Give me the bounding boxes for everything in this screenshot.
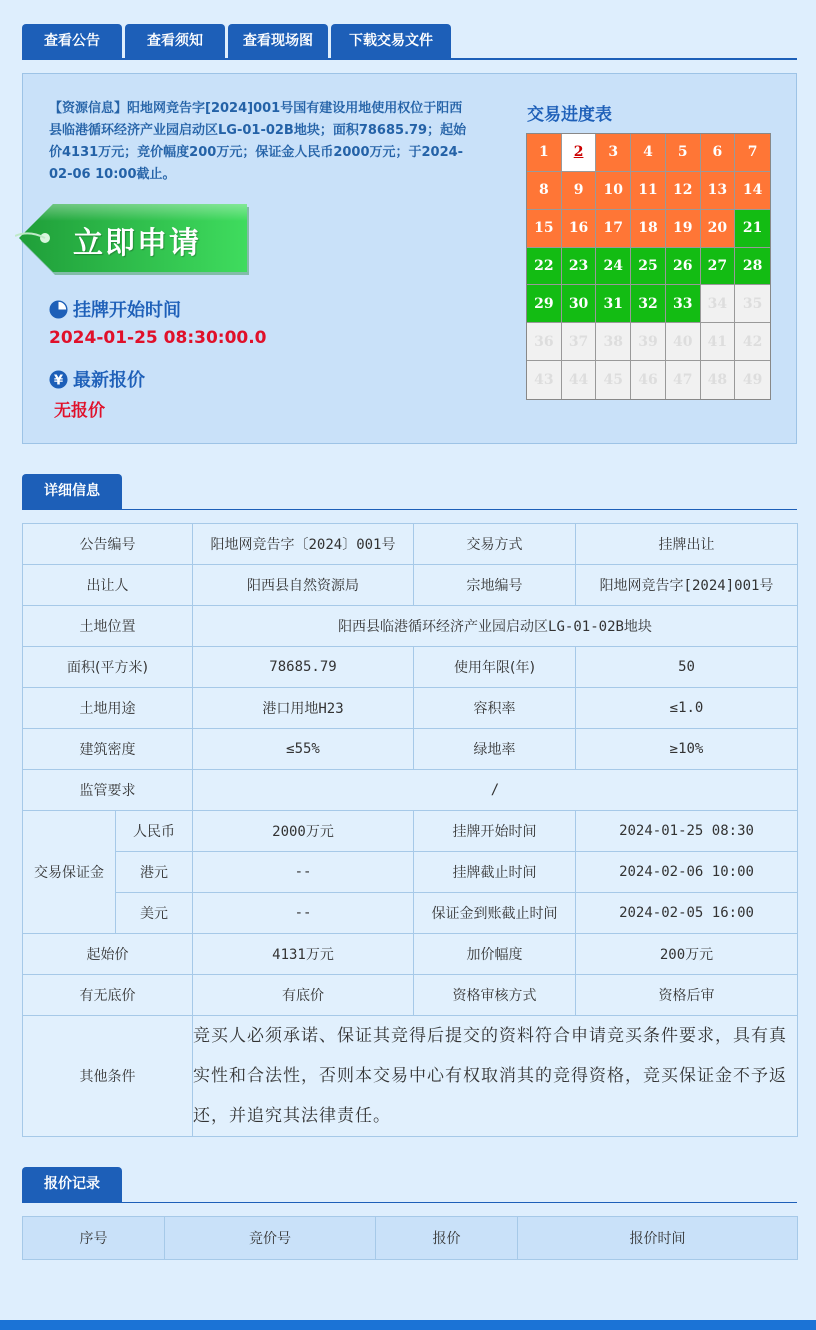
apply-now-button[interactable]	[15, 200, 251, 276]
progress-day-15: 15	[527, 210, 562, 248]
header-seq: 序号	[23, 1217, 165, 1260]
value-increment: 200万元	[576, 934, 798, 975]
value-land-use: 港口用地H23	[193, 688, 414, 729]
value-seller: 阳西县自然资源局	[193, 565, 414, 606]
progress-day-10: 10	[596, 172, 631, 210]
progress-day-47: 47	[666, 361, 701, 399]
value-reserve: 有底价	[193, 975, 414, 1016]
tab-download-trade-files[interactable]: 下载交易文件	[331, 24, 451, 59]
progress-day-16: 16	[562, 210, 597, 248]
progress-day-48: 48	[701, 361, 736, 399]
label-green: 绿地率	[414, 729, 576, 770]
label-seller: 出让人	[23, 565, 193, 606]
yuan-icon	[49, 370, 68, 389]
progress-day-44: 44	[562, 361, 597, 399]
top-tabs	[22, 24, 454, 59]
progress-calendar	[526, 133, 771, 400]
value-other-conditions: 竞买人必须承诺、保证其竞得后提交的资料符合申请竞买条件要求，具有真实性和合法性，否则本交易中心有权取消其的竞得资格，竞买保证金不予返还，并追究其法律责任。	[193, 1016, 798, 1137]
label-supervision: 监管要求	[23, 770, 193, 811]
progress-day-18: 18	[631, 210, 666, 248]
header-price: 报价	[376, 1217, 518, 1260]
label-deposit: 交易保证金	[23, 811, 116, 934]
progress-day-4: 4	[631, 134, 666, 172]
label-other: 其他条件	[23, 1016, 193, 1137]
label-rmb: 人民币	[116, 811, 193, 852]
header-time: 报价时间	[518, 1217, 798, 1260]
value-parcel-no: 阳地网竞告字[2024]001号	[576, 565, 798, 606]
progress-day-5: 5	[666, 134, 701, 172]
clock-icon	[49, 300, 68, 319]
value-density: ≤55%	[193, 729, 414, 770]
progress-day-14: 14	[735, 172, 770, 210]
progress-day-39: 39	[631, 323, 666, 361]
value-trade-mode: 挂牌出让	[576, 524, 798, 565]
label-hkd: 港元	[116, 852, 193, 893]
bid-records-table	[22, 1216, 798, 1260]
value-list-start: 2024-01-25 08:30	[576, 811, 798, 852]
progress-day-27: 27	[701, 248, 736, 286]
progress-day-9: 9	[562, 172, 597, 210]
tabs-divider	[22, 58, 797, 60]
label-far: 容积率	[414, 688, 576, 729]
progress-day-42: 42	[735, 323, 770, 361]
table-row	[23, 1016, 798, 1137]
value-green: ≥10%	[576, 729, 798, 770]
value-start-price: 4131万元	[193, 934, 414, 975]
tab-view-announcement[interactable]: 查看公告	[22, 24, 122, 59]
progress-day-36: 36	[527, 323, 562, 361]
progress-day-45: 45	[596, 361, 631, 399]
apply-now-label: 立即申请	[73, 226, 201, 261]
progress-day-25: 25	[631, 248, 666, 286]
label-deposit-deadline: 保证金到账截止时间	[414, 893, 576, 934]
label-reserve: 有无底价	[23, 975, 193, 1016]
progress-day-34: 34	[701, 285, 736, 323]
table-row	[23, 852, 798, 893]
progress-table-title: 交易进度表	[527, 105, 612, 125]
tab-detail-info[interactable]: 详细信息	[22, 474, 122, 509]
value-term: 50	[576, 647, 798, 688]
progress-day-28: 28	[735, 248, 770, 286]
header-bid-no: 竞价号	[165, 1217, 376, 1260]
label-review: 资格审核方式	[414, 975, 576, 1016]
progress-day-49: 49	[735, 361, 770, 399]
value-list-end: 2024-02-06 10:00	[576, 852, 798, 893]
value-rmb: 2000万元	[193, 811, 414, 852]
progress-day-20: 20	[701, 210, 736, 248]
progress-day-1: 1	[527, 134, 562, 172]
detail-divider	[22, 509, 797, 510]
svg-text:¥: ¥	[53, 372, 64, 388]
detail-table	[22, 523, 798, 1137]
progress-day-38: 38	[596, 323, 631, 361]
progress-day-37: 37	[562, 323, 597, 361]
table-row	[23, 975, 798, 1016]
progress-day-31: 31	[596, 285, 631, 323]
progress-day-21: 21	[735, 210, 770, 248]
tab-bid-records[interactable]: 报价记录	[22, 1167, 122, 1202]
value-location: 阳西县临港循环经济产业园启动区LG-01-02B地块	[193, 606, 798, 647]
table-row	[23, 729, 798, 770]
progress-day-26: 26	[666, 248, 701, 286]
value-far: ≤1.0	[576, 688, 798, 729]
progress-day-43: 43	[527, 361, 562, 399]
label-parcel-no: 宗地编号	[414, 565, 576, 606]
value-supervision: /	[193, 770, 798, 811]
table-row	[23, 565, 798, 606]
label-usd: 美元	[116, 893, 193, 934]
progress-day-30: 30	[562, 285, 597, 323]
value-deposit-deadline: 2024-02-05 16:00	[576, 893, 798, 934]
value-review: 资格后审	[576, 975, 798, 1016]
progress-day-22: 22	[527, 248, 562, 286]
progress-day-7: 7	[735, 134, 770, 172]
table-row	[23, 606, 798, 647]
resource-info-panel	[22, 73, 797, 444]
progress-day-23: 23	[562, 248, 597, 286]
label-notice-no: 公告编号	[23, 524, 193, 565]
label-location: 土地位置	[23, 606, 193, 647]
progress-day-19: 19	[666, 210, 701, 248]
value-area: 78685.79	[193, 647, 414, 688]
listing-start-heading	[49, 296, 181, 322]
table-row	[23, 524, 798, 565]
progress-day-8: 8	[527, 172, 562, 210]
progress-day-12: 12	[666, 172, 701, 210]
progress-day-40: 40	[666, 323, 701, 361]
progress-day-41: 41	[701, 323, 736, 361]
progress-day-3: 3	[596, 134, 631, 172]
tab-view-site-map[interactable]: 查看现场图	[228, 24, 328, 59]
resource-info-text: 【资源信息】阳地网竞告字[2024]001号国有建设用地使用权位于阳西县临港循环经济产业园启动区LG-01-02B地块；面积78685.79；起始价4131万元；竞价幅度200万元；保证金人民币2000万元；于2024-02-06 10:00截止。	[49, 101, 467, 182]
listing-start-title: 挂牌开始时间	[73, 300, 181, 321]
label-density: 建筑密度	[23, 729, 193, 770]
label-trade-mode: 交易方式	[414, 524, 576, 565]
label-area: 面积(平方米)	[23, 647, 193, 688]
latest-quote-value: 无报价	[54, 401, 105, 421]
label-list-start: 挂牌开始时间	[414, 811, 576, 852]
progress-day-11: 11	[631, 172, 666, 210]
listing-start-value: 2024-01-25 08:30:00.0	[49, 328, 267, 348]
footer-bar	[0, 1320, 816, 1330]
progress-day-46: 46	[631, 361, 666, 399]
progress-day-35: 35	[735, 285, 770, 323]
progress-day-6: 6	[701, 134, 736, 172]
table-row	[23, 770, 798, 811]
table-row	[23, 934, 798, 975]
value-hkd: --	[193, 852, 414, 893]
label-land-use: 土地用途	[23, 688, 193, 729]
value-usd: --	[193, 893, 414, 934]
table-header-row	[23, 1217, 798, 1260]
progress-day-24: 24	[596, 248, 631, 286]
label-term: 使用年限(年)	[414, 647, 576, 688]
progress-day-13: 13	[701, 172, 736, 210]
latest-quote-heading	[49, 366, 145, 392]
table-row	[23, 688, 798, 729]
label-increment: 加价幅度	[414, 934, 576, 975]
progress-day-33: 33	[666, 285, 701, 323]
progress-day-2[interactable]: 2	[562, 134, 597, 172]
label-start-price: 起始价	[23, 934, 193, 975]
progress-day-29: 29	[527, 285, 562, 323]
table-row	[23, 893, 798, 934]
tab-view-notice[interactable]: 查看须知	[125, 24, 225, 59]
progress-day-17: 17	[596, 210, 631, 248]
table-row	[23, 647, 798, 688]
bids-divider	[22, 1202, 797, 1203]
table-row	[23, 811, 798, 852]
label-list-end: 挂牌截止时间	[414, 852, 576, 893]
value-notice-no: 阳地网竞告字〔2024〕001号	[193, 524, 414, 565]
latest-quote-title: 最新报价	[73, 370, 145, 391]
progress-day-32: 32	[631, 285, 666, 323]
